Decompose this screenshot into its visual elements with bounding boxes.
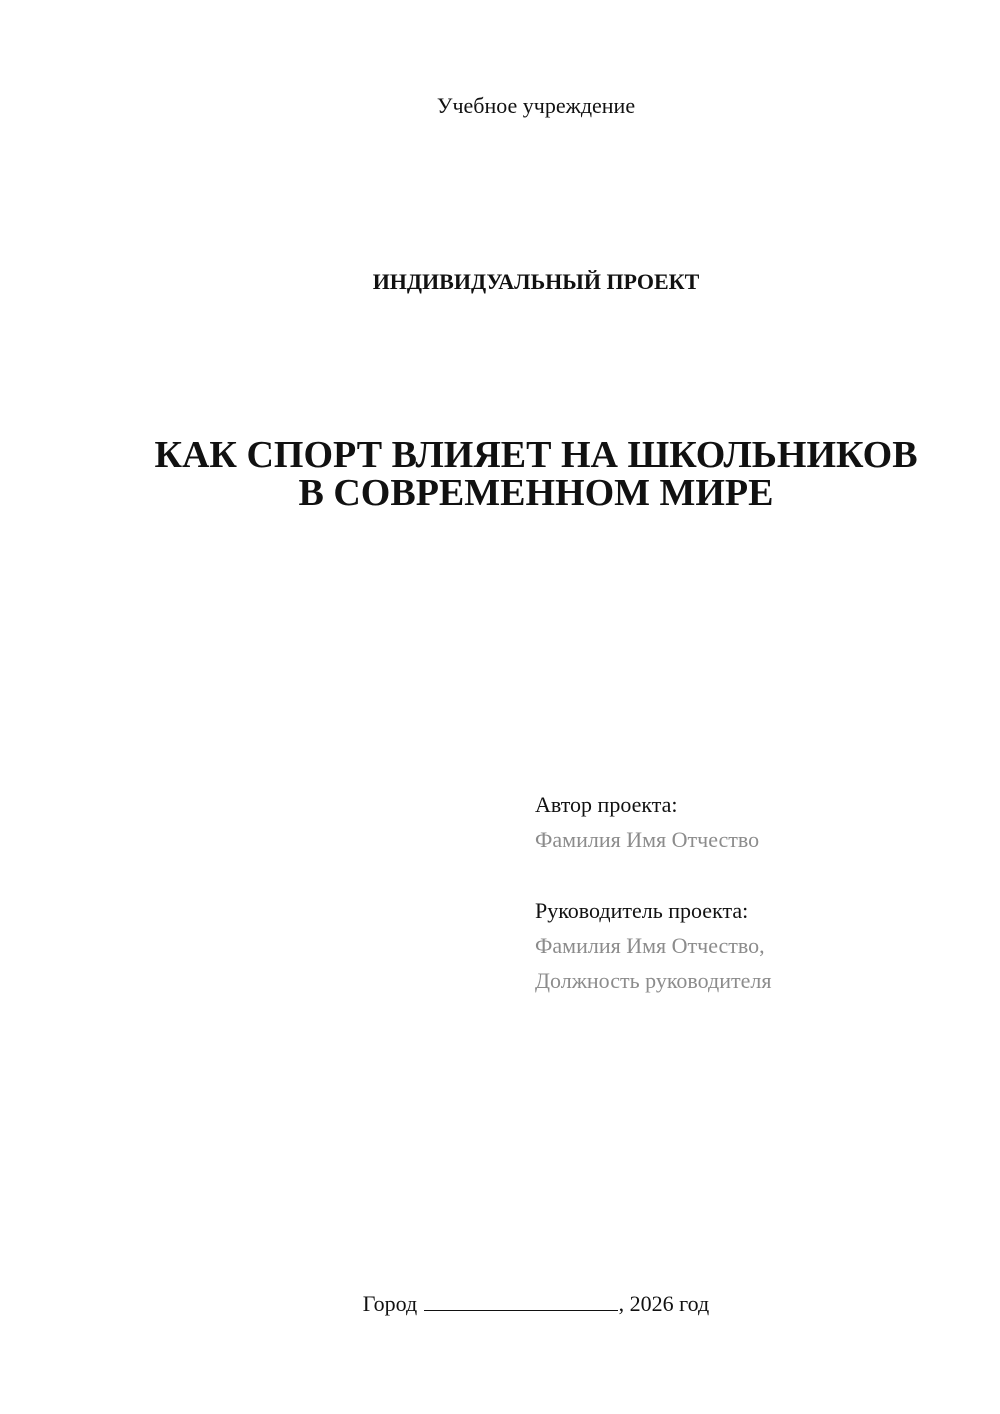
supervisor-position: Должность руководителя — [535, 968, 772, 993]
project-title-line-1: КАК СПОРТ ВЛИЯЕТ НА ШКОЛЬНИКОВ — [154, 434, 918, 476]
project-title — [0, 436, 1000, 512]
city-blank-line — [424, 1290, 618, 1311]
year-text: , 2026 год — [618, 1291, 710, 1316]
author-name: Фамилия Имя Отчество — [535, 827, 760, 852]
project-type-heading: ИНДИВИДУАЛЬНЫЙ ПРОЕКТ — [372, 269, 700, 294]
supervisor-name: Фамилия Имя Отчество, — [535, 933, 765, 958]
city-year-line — [0, 1289, 1000, 1319]
info-spacer — [535, 857, 955, 893]
project-title-line-2: В СОВРЕМЕННОМ МИРЕ — [298, 472, 774, 514]
supervisor-label: Руководитель проекта: — [535, 898, 749, 923]
city-label: Город — [362, 1291, 418, 1316]
author-label: Автор проекта: — [535, 792, 678, 817]
institution-name: Учебное учреждение — [436, 93, 636, 118]
project-info-block — [535, 787, 955, 998]
